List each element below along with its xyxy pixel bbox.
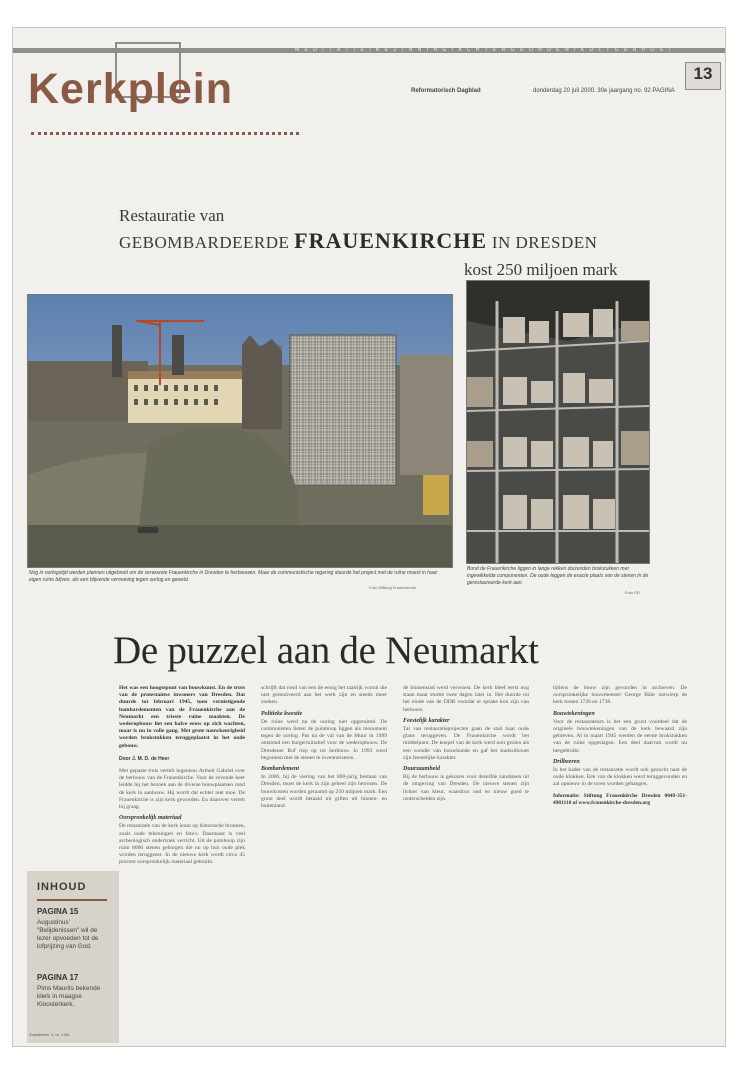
article-paragraph: De restauratie van de kerk leunt op historische bronnen, zoals oude tekeningen en foto's. Daarnaast is veel archeologisch onderzoek verricht. Uit de puinhoop zijn ruim 8000 stenen geborgen die nu op hun oude plek worden teruggezet. In de nieuwe kerk wordt circa 45 procent oorspronkelijk materiaal gebruikt.	[119, 823, 245, 866]
headline-line3: kost 250 miljoen mark	[464, 260, 618, 279]
headline-post: IN DRESDEN	[491, 233, 598, 252]
subheading: Drilbeeren	[553, 758, 580, 765]
subheading: Duurzaamheid	[403, 766, 441, 773]
contents-text-15: Augustinus' "Belijdenissen" wil de lezer opvoeden tot de lofprijzing van God.	[37, 919, 99, 950]
page-number: 13	[693, 64, 713, 83]
article-title: De puzzel aan de Neumarkt	[113, 629, 539, 672]
headline-line1: Restauratie van	[119, 206, 225, 225]
section-logo: Kerkplein	[28, 65, 233, 113]
subheading: Feestelijk karakter	[403, 717, 450, 724]
photo1-caption: Nog in oorlogstijd werden plannen uitgebreid om de verwoeste Frauenkirche in Dresden te herbouwen. Maar de communistische regering stuurde het project met de ruïne moest in haar eigen ruïne blijven, als een blijvende vermaning tegen oorlog en geweld.	[29, 570, 438, 583]
dotted-divider	[31, 132, 299, 135]
article-column-3	[403, 685, 529, 806]
photo2-credit: Foto RD	[625, 590, 640, 595]
article-column-1	[119, 685, 245, 870]
article-paragraph: De ruïne werd na de oorlog niet opgeruimd. De communisten lieten de puinhoop liggen als monument tegen de oorlog. Pas na de val van de Muur in 1989 ontstond een burgerinitiatief voor de wederopbouw. De Dresdener Ruf riep op tot herbouw. In 1993 werd begonnen met de stenen te inventariseren.	[261, 718, 387, 761]
article-paragraph: Voor de restaurateurs is het een groot voordeel dat de originele bouwtekeningen van de kerk bewaard zijn gebleven. Al in maart 1945 werden de eerste brokstukken van de ruïne opgeslagen. Een deel daarvan wordt nu hergebruikt.	[553, 718, 687, 754]
contents-title: INHOUD	[37, 881, 87, 893]
photo-frauenkirche-ruin	[27, 294, 453, 568]
article-paragraph: In het kader van de restauratie wordt ook gezocht naar de oude klokken. Eén van de klokken werd teruggevonden en zal opnieuw in de toren worden gehangen.	[553, 767, 687, 788]
contents-page-17: PAGINA 17	[37, 973, 79, 982]
section-tagline: M E D I T A T I E / B E Z I N N I N G / A C H T E R G R O N D E N / K U L T U U R P O S T	[295, 47, 674, 53]
contents-page-15: PAGINA 15	[37, 907, 79, 916]
subheading: Bouwtekeningen	[553, 710, 595, 717]
article-paragraph: Met gepaste trots vertelt ingenieur Artheit Gabriel over de herbouw van de Frauenkirche. Voor de zevende keer leidde hij het bezoek aan de diverse bouwplaatsen rond de kerk in aanbouw. Hij wordt dat echter niet moe. De Frauenkirche is zijn kerk geworden. En daarover vertelt hij graag.	[119, 768, 245, 811]
photo-shelves-illustration	[467, 281, 649, 563]
subheading: Bombardement	[261, 766, 300, 773]
article-byline: Door J. M. D. de Heer	[119, 755, 170, 762]
photo2-caption: Bond de Frauenkirche liggen in lange rekken duizenden brokstukken met ingewikkelde componenten. De oude leggen de exacte plaats van de stenen in de gerestaureerde kerk aan.	[467, 566, 649, 586]
headline-line2	[119, 228, 597, 254]
subheading: Politieke kwestie	[261, 710, 303, 717]
headline-bold: FRAUENKIRCHE	[294, 228, 488, 253]
article-info: Informatie: Stiftung Frauenkirche Dresden 0049-351-4981110 of www.frauenkirche-dresden.org	[553, 792, 687, 806]
article-paragraph: de binnenstad werd verwoest. De kerk bleef eerst nog staan maar stortte twee dagen later in. Het duurde tot het einde van de DDR voordat er sprake kon zijn van herbouw.	[403, 685, 529, 713]
contents-divider	[37, 899, 107, 901]
article-paragraph: Bij de herbouw is gekozen voor dezelfde zandsteen uit de omgeving van Dresden. De nieuwe stenen zijn lichter van kleur, waardoor oud en nieuw goed te onderscheiden zijn.	[403, 774, 529, 802]
headline-pre: GEBOMBARDEERDE	[119, 233, 290, 252]
article-paragraph: tijdens de bouw zijn gevonden in archieven. De oorspronkelijke bouwmeester George Bähr ontwierp de kerk tussen 1726 en 1738.	[553, 685, 687, 706]
photo-scaffolding-illustration	[28, 295, 452, 567]
subheading: Oorspronkelijk materiaal	[119, 815, 182, 822]
article-column-4	[553, 685, 687, 807]
photo-stone-storage	[466, 280, 650, 564]
contents-sidebar	[27, 871, 119, 1043]
article-column-2	[261, 685, 387, 813]
contents-text-17: Pims Maurits bekende klerk in maagse Kloosterkerk.	[37, 985, 101, 1008]
newspaper-page	[12, 27, 726, 1047]
dateline: donderdag 20 juli 2000, 30e jaargang no. 92 PAGINA	[533, 88, 675, 94]
article-paragraph: In 2006, bij de viering van het 800-jarig bestaan van Dresden, moet de kerk in zijn geheel zijn herrezen. De bouwkosten worden geraamd op 250 miljoen mark. Een groot deel wordt betaald uit giften uit binnen- en buitenland.	[261, 774, 387, 810]
article-paragraph: schrijft dat rond van een de eenig het taalrijk vooral die niet gemotiveerd aan het werk zijn en steeds meer zoeken.	[261, 685, 387, 706]
article-lead: Het was een hoogtepunt van bouwkunst. En de trots van de protestantse inwoners van Dresden. Dat duurde tot februari 1945, toen vernietigende bombardementen van de Frauenkirche aan de Neumarkt een trieste ruïne maakten. De wederopbouw liet een halve eeuw op zich wachten, maar is nu in volle gang. Met grote nauwkeurigheid worden brokstukken teruggeplaatst in het oude gebouw.	[119, 685, 245, 749]
photo1-credit: Foto Stiftung Frauenkirche	[369, 585, 417, 590]
paper-name: Reformatorisch Dagblad	[411, 88, 481, 94]
footnote: Zoekdeelnr. 1, nr. 1 Bd.	[29, 1032, 71, 1037]
article-paragraph: Tal van restauratieprojecten gaan de stad haar oude glans teruggeven. De Frauenkirche wordt het middelpunt. De koepel van de kerk werd ooit gezien als een wonder van bouwkunde en gaf het stadssilhouet zijn feestelijke karakter.	[403, 726, 529, 761]
